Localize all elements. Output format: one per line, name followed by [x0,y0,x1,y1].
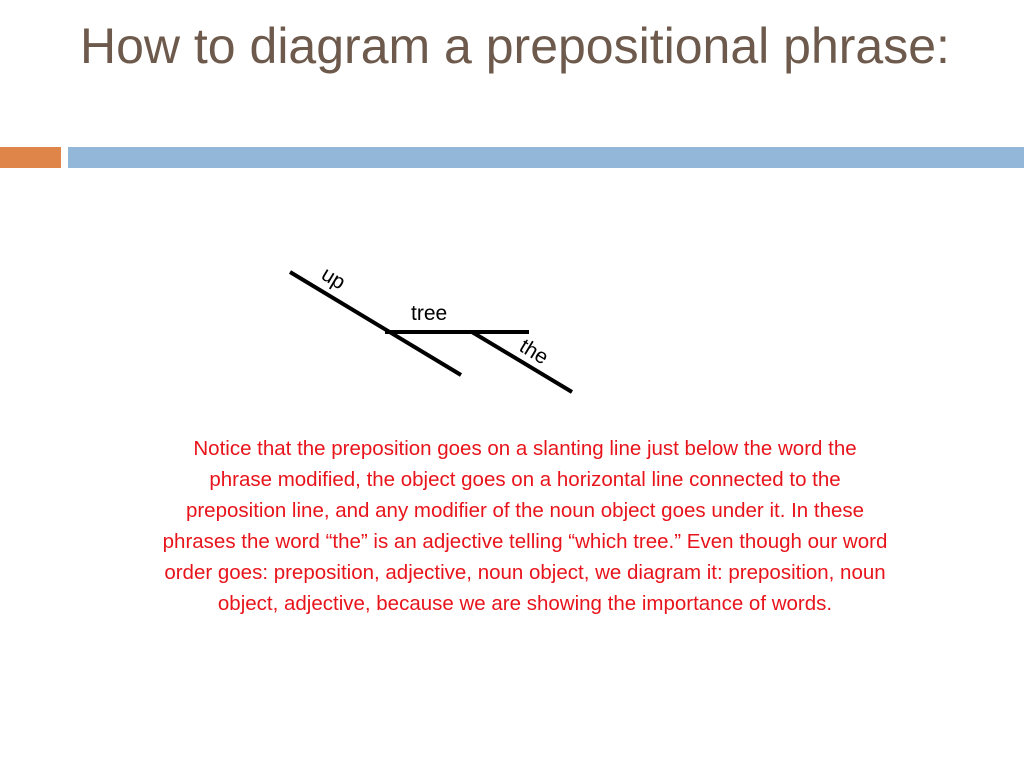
modifier-slant-line [472,332,572,392]
explanation-note: Notice that the preposition goes on a slanting line just below the word the phrase modified, the object goes on a horizontal line connected to the preposition line, and any modifier of the noun object goes under it. In these phrases the word “the” is an adjective telling “which tree.” Even though our word order goes: preposition, adjective, noun object, we diagram it: preposition, noun object, adjective, because we are showing the importance of words. [162,437,888,615]
slide-title: How to diagram a prepositional phrase: [80,18,950,74]
preposition-word: up [317,262,350,295]
modifier-word: the [515,334,553,370]
object-word: tree [411,302,448,325]
